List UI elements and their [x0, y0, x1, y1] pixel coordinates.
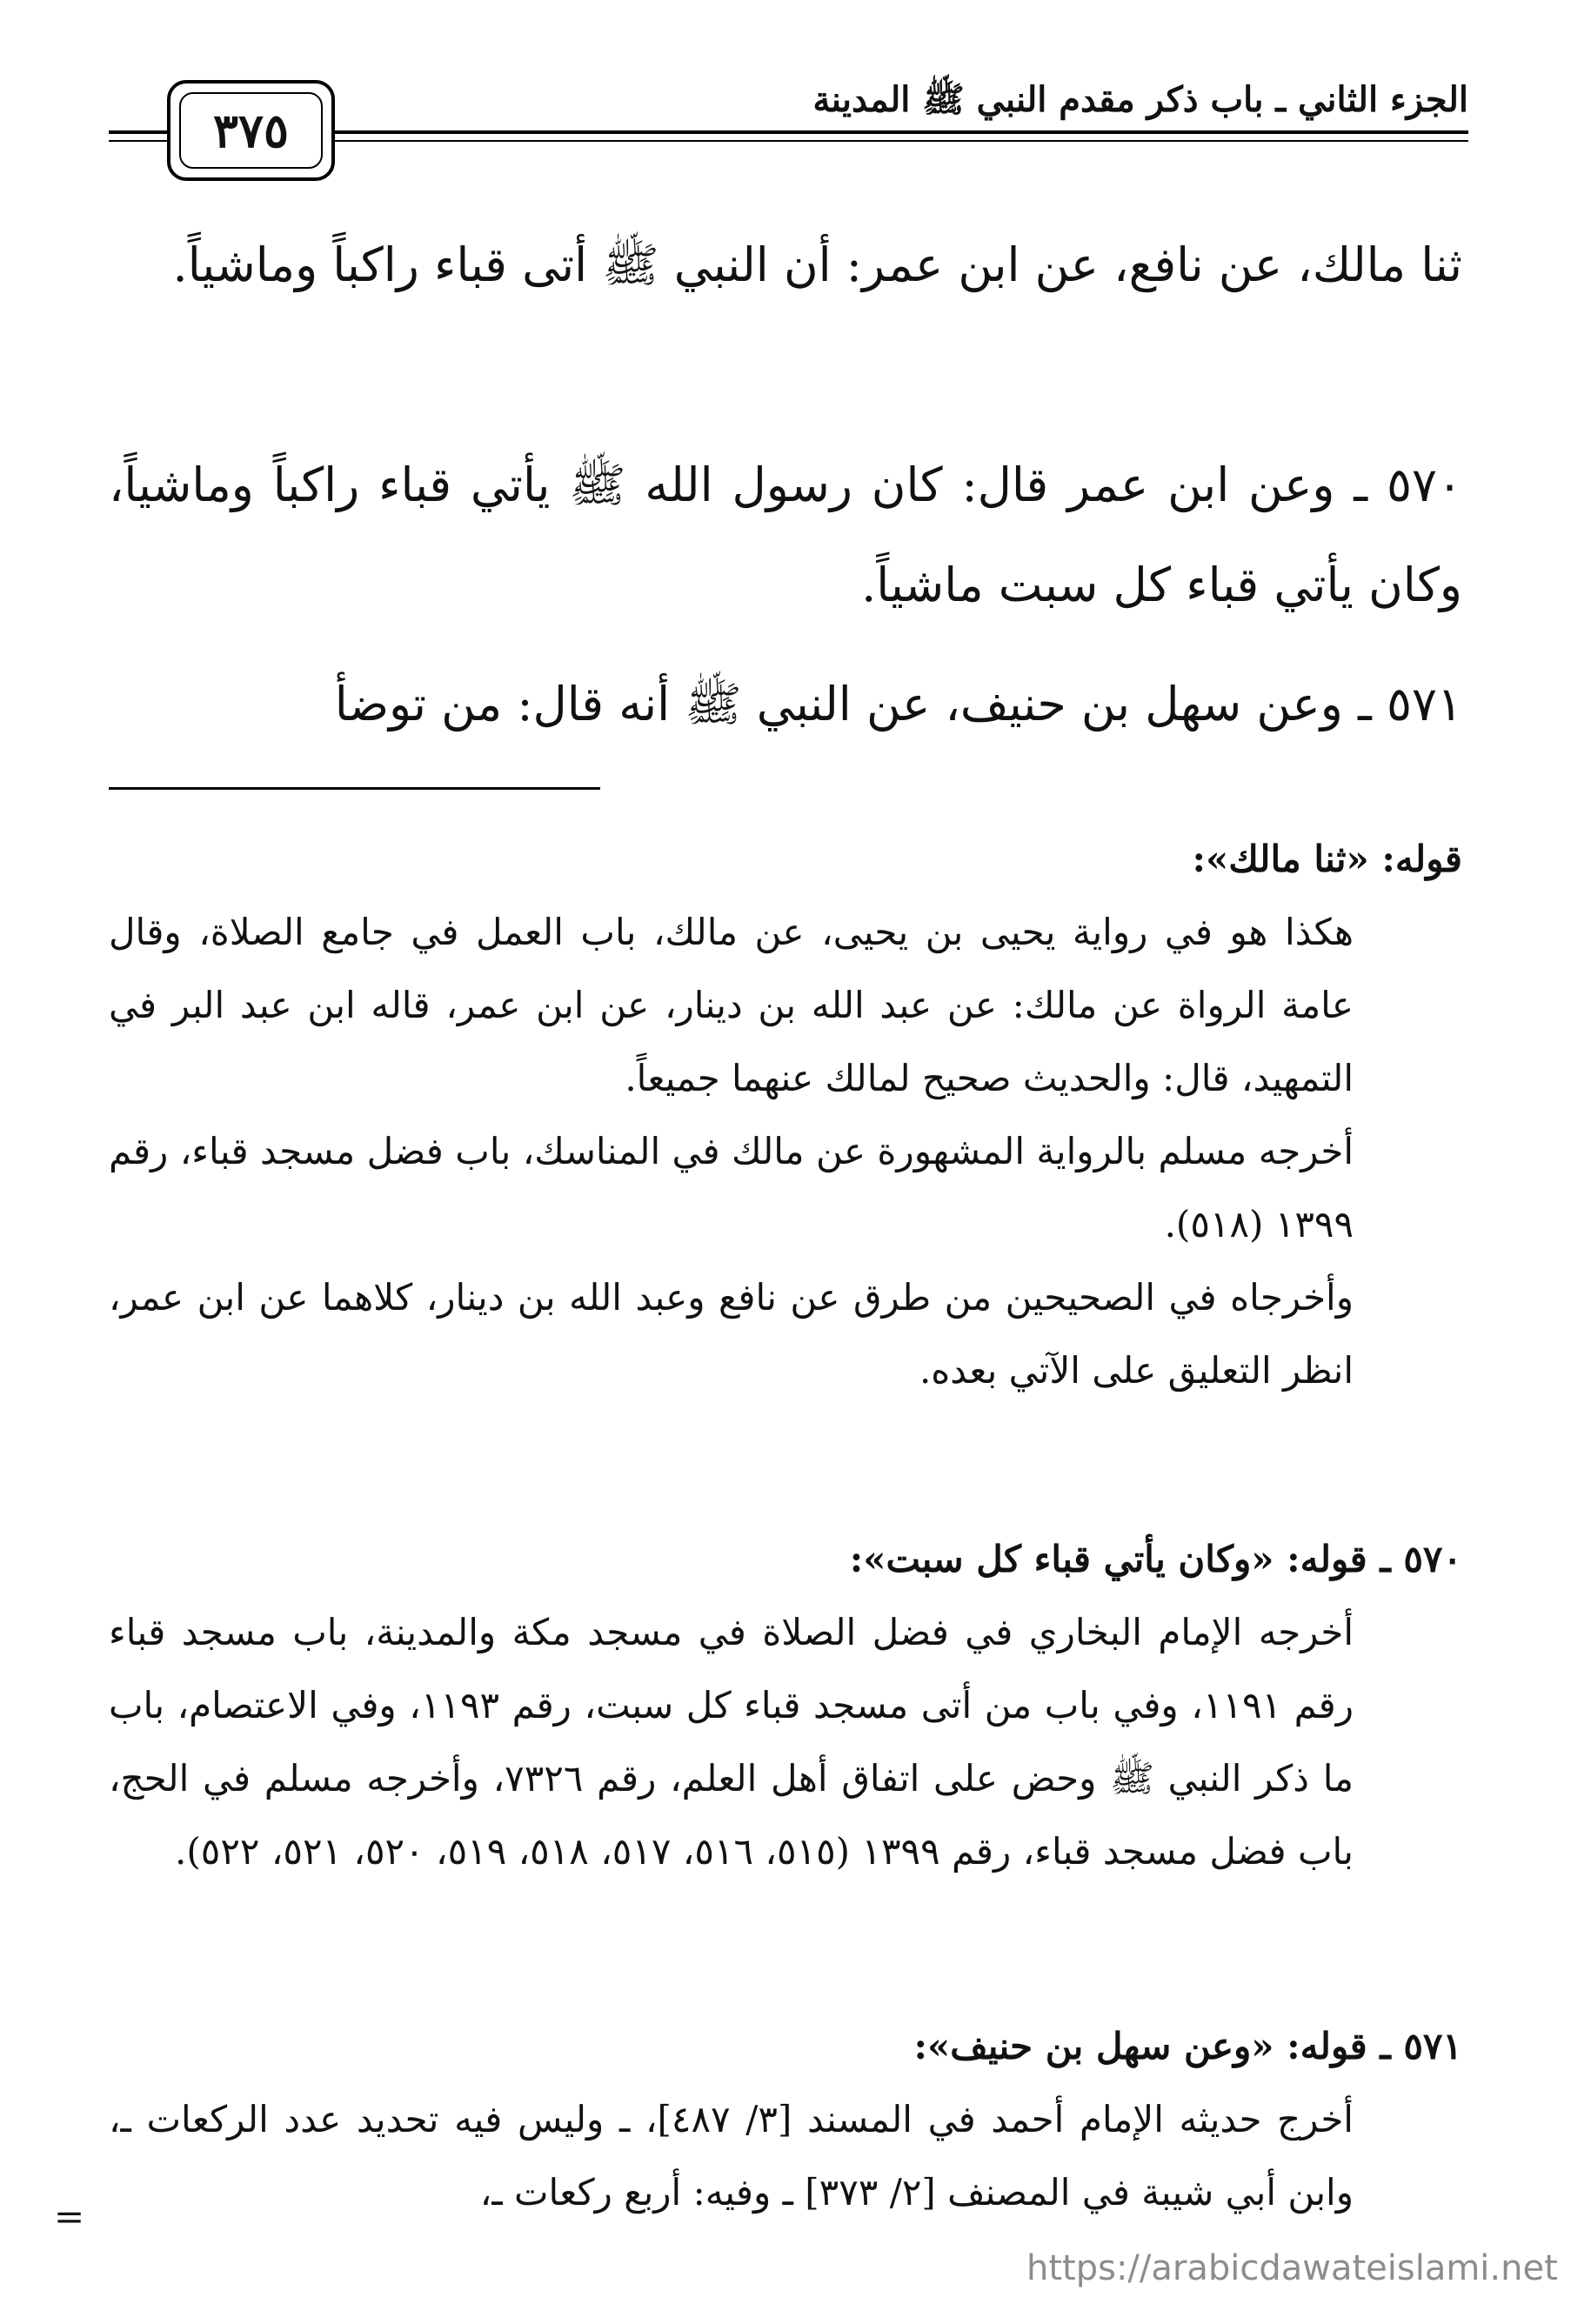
commentary-section-1 — [109, 822, 1462, 1407]
page-number-frame — [167, 80, 335, 181]
commentary-text: وأخرجاه في الصحيحين من طرق عن نافع وعبد الله بن دينار، كلاهما عن ابن عمر، انظر التعليق على الآتي بعده. — [109, 1276, 1354, 1392]
watermark-url: https://arabicdawateislami.net — [1026, 2248, 1558, 2288]
page-number: ٣٧٥ — [179, 92, 323, 169]
commentary-text: أخرج حديثه الإمام أحمد في المسند [٣/ ٤٨٧]، ـ وليس فيه تحديد عدد الركعات ـ، وابن أبي شيبة في المصنف [٢/ ٣٧٣] ـ وفيه: أربع ركعات ـ، — [109, 2098, 1354, 2214]
commentary-heading: قوله: «ثنا مالك»: — [1192, 838, 1462, 880]
running-header-title: الجزء الثاني ـ باب ذكر مقدم النبي ﷺ المدينة — [812, 79, 1468, 120]
main-text-paragraph-2 — [109, 435, 1462, 635]
main-text-paragraph-1 — [109, 217, 1462, 313]
continuation-mark: = — [54, 2195, 85, 2238]
commentary-section-570 — [109, 1522, 1462, 1888]
commentary-section-571 — [109, 2009, 1462, 2229]
main-text-paragraph-3 — [109, 661, 1462, 748]
commentary-heading: ٥٧٠ ـ قوله: «وكان يأتي قباء كل سبت»: — [849, 1538, 1462, 1580]
commentary-text: هكذا هو في رواية يحيى بن يحيى، عن مالك، باب العمل في جامع الصلاة، وقال عامة الرواة عن مالك: عن عبد الله بن دينار، عن ابن عمر، قاله ابن عبد البر في التمهيد، قال: والحديث صحيح لمالك عنهما جميعاً. — [109, 911, 1354, 1099]
commentary-text: أخرجه الإمام البخاري في فضل الصلاة في مسجد مكة والمدينة، باب مسجد قباء رقم ١١٩١، وفي باب من أتى مسجد قباء كل سبت، رقم ١١٩٣، وفي الاعتصام، باب ما ذكر النبي ﷺ وحض على اتفاق أهل العلم، رقم ٧٣٢٦، وأخرجه مسلم في الحج، باب فضل مسجد قباء، رقم ١٣٩٩ (٥١٥، ٥١٦، ٥١٧، ٥١٨، ٥١٩، ٥٢٠، ٥٢١، ٥٢٢). — [109, 1611, 1354, 1873]
commentary-heading: ٥٧١ ـ قوله: «وعن سهل بن حنيف»: — [913, 2025, 1462, 2067]
commentary-text: أخرجه مسلم بالرواية المشهورة عن مالك في المناسك، باب فضل مسجد قباء، رقم ١٣٩٩ (٥١٨). — [109, 1130, 1354, 1245]
main-text: ٥٧٠ ـ وعن ابن عمر قال: كان رسول الله ﷺ يأتي قباء راكباً وماشياً، وكان يأتي قباء كل سبت ماشياً. — [109, 457, 1462, 612]
main-text: ثنا مالك، عن نافع، عن ابن عمر: أن النبي ﷺ أتى قباء راكباً وماشياً. — [172, 237, 1462, 292]
footnote-separator — [109, 787, 600, 790]
main-text: ٥٧١ ـ وعن سهل بن حنيف، عن النبي ﷺ أنه قال: من توضأ — [334, 677, 1462, 731]
